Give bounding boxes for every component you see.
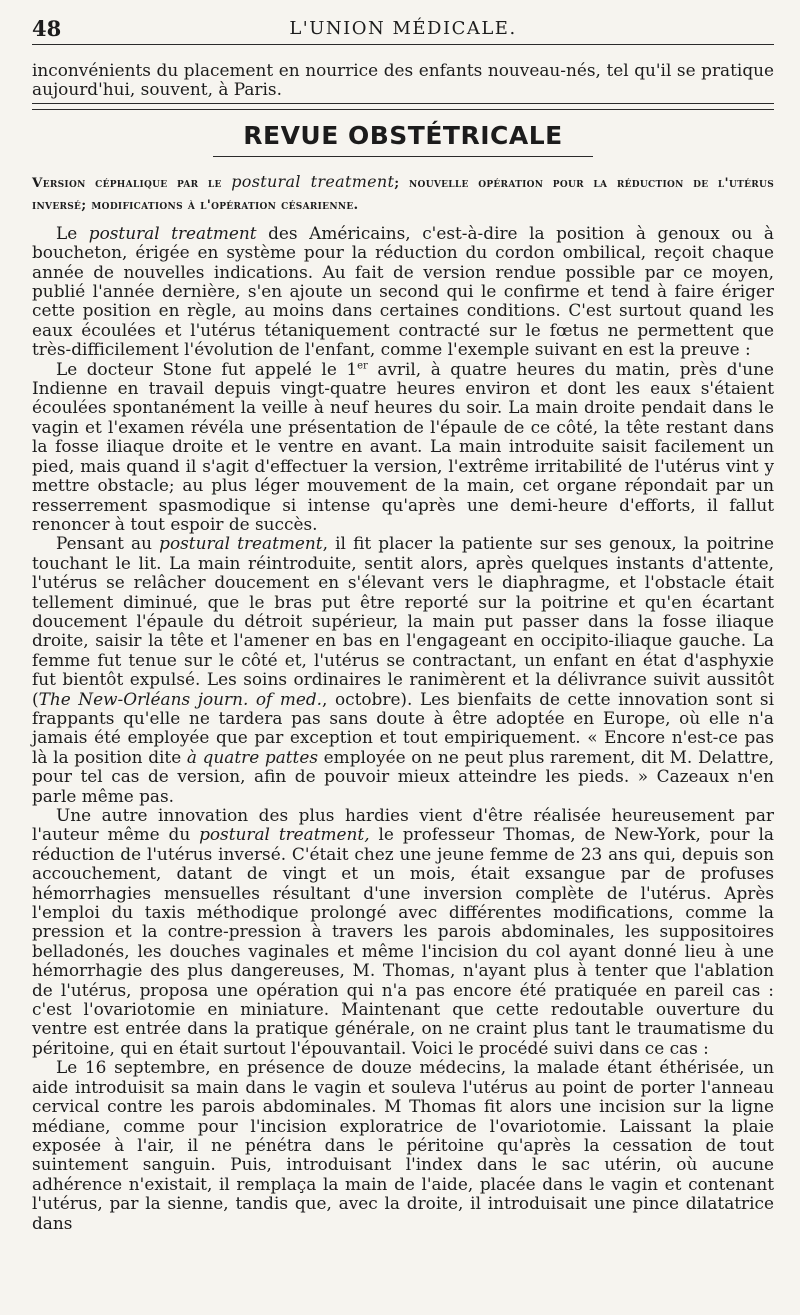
italic-run: à quatre pattes <box>186 746 319 767</box>
text-run: le professeur Thomas, de New-York, pour la réduction de l'utérus inversé. C'était chez une jeune femme de 23 ans qui, depuis son accouchement, datant de vingt et un mois, était exsangue par de profuses hémorrhagies mensuelles résultant d'une inversion complète de l'utérus. Après l'emploi du taxis méthodique prolongé avec différentes modifications, comme la pression et la contre-pression à travers les parois abdominales, les suppositoires belladonés, les douches vaginales et même l'incision du col ayant donné lieu à une hémorrhagie des plus dangereuses, M. Thomas, n'ayant plus à tenter que l'ablation de l'utérus, proposa une opération qui n'a pas encore été pratiquée en pareil cas : c'est l'ovariotomie en miniature. Maintenant que cette redoutable ouverture du ventre est entrée dans la pratique générale, on ne craint plus tant le traumatisme du péritoine, qui en était surtout l'épouvantail. Voici le procédé suivi dans ce cas : <box>32 824 774 1058</box>
text-run: , il fit placer la patiente sur ses genoux, la poitrine touchant le lit. La main réintroduite, sentit alors, après quelques instants d'attente, l'utérus se relâcher doucement en s'élevant vers le diaphragme, et l'obstacle était tellement diminué, que le bras put être reporté sur la poitrine et qu'en écartant doucement l'épaule du détroit supérieur, la main put passer dans la fosse iliaque droite, saisir la tête et l'amener en bas en l'engageant en occipito-iliaque gauche. La femme fut tenue sur le côté et, l'utérus se contractant, un enfant en état d'asphyxie fut bientôt expulsé. Les soins ordinaires le ranimèrent et la délivrance suivit aussitôt ( <box>32 533 774 709</box>
subhead-text: Version céphalique par le <box>32 174 232 191</box>
section-subhead <box>32 171 774 216</box>
paragraph-3 <box>32 534 774 806</box>
paragraph-1 <box>32 224 774 360</box>
paragraph-4 <box>32 806 774 1058</box>
subhead-text: ; nouvelle opération pour la réduction de l'utérus inversé; modifications à l'opération césarienne. <box>32 174 774 213</box>
section-title: REVUE OBSTÉTRICALE <box>243 120 563 150</box>
page-number: 48 <box>32 16 62 41</box>
italic-run: postural treatment <box>159 533 323 554</box>
text-run: , octobre). Les bienfaits de cette innovation sont si frappants qu'elle ne tardera pas sans doute à être adoptée en Europe, où elle n'a jamais été employée que par exception et tout empiriquement. « Encore n'est-ce pas là la position dite <box>32 688 774 767</box>
text-run: Le 16 septembre, en présence de douze médecins, la malade étant éthérisée, un aide introduisit sa main dans le vagin et souleva l'utérus au point de porter l'anneau cervical contre les parois abdominales. M Thomas fit alors une incision sur la ligne médiane, comme pour l'incision exploratrice de l'ovariotomie. Laissant la plaie exposée à l'air, il ne pénétra dans le péritoine qu'après la cessation de tout suintement sanguin. Puis, introduisant l'index dans le sac utérin, où aucune adhérence n'existait, il remplaça la main de l'aide, placée dans le vagin et contenant l'utérus, par la sienne, tandis que, avec la droite, il introduisait une pince dilatatrice dans <box>32 1057 774 1233</box>
text-run: des Américains, c'est-à-dire la position à genoux ou à boucheton, érigée en système pour la réduction du cordon ombilical, reçoit chaque année de nouvelles indications. Au fait de version rendue possible par ce moyen, publié l'année dernière, s'en ajoute un second qui le confirme et tend à faire ériger cette position en règle, au moins dans certaines conditions. C'est surtout quand les eaux écoulées et l'utérus tétaniquement contracté sur le fœtus ne permettent que très-difficilement l'évolution de l'enfant, comme l'exemple suivant en est la preuve : <box>32 222 774 360</box>
subhead-italic: postural treatment <box>231 171 395 191</box>
paragraph-5 <box>32 1058 774 1233</box>
italic-run: postural treatment, <box>199 824 370 845</box>
text-run: Le <box>56 222 89 243</box>
journal-title: L'UNION MÉDICALE. <box>289 18 517 39</box>
text-run: Pensant au <box>56 533 160 554</box>
section-divider <box>32 103 774 110</box>
citation-italic: The New-Orléans journ. of med. <box>38 688 323 709</box>
text-run: employée on ne peut plus rarement, dit M. Delattre, pour tel cas de version, afin de pouvoir mieux atteindre les pieds. » Cazeaux n'en parle même pas. <box>32 746 774 806</box>
title-underline <box>213 156 593 157</box>
text-run: avril, à quatre heures du matin, près d'une Indienne en travail depuis vingt-quatre heures environ et dont les eaux s'étaient écoulées spontanément la veille à neuf heures du soir. La main droite pendait dans le vagin et l'examen révéla une présentation de l'épaule de ce côté, la tête restant dans la fosse iliaque droite et le ventre en avant. La main introduite saisit facilement un pied, mais quand il s'agit d'effectuer la version, l'extrême irritabilité de l'utérus vint y mettre obstacle; au plus léger mouvement de la main, cet organe répondait par un resserrement spasmodique si intense qu'après une demi-heure d'efforts, il fallut renoncer à tout espoir de succès. <box>32 358 775 534</box>
italic-run: postural treatment <box>88 222 257 243</box>
intro-paragraph: inconvénients du placement en nourrice des enfants nouveau-nés, tel qu'il se pratique aujourd'hui, souvent, à Paris. <box>32 60 774 100</box>
text-run: Le docteur Stone fut appelé le 1 <box>56 358 358 379</box>
superscript: er <box>357 360 368 372</box>
text-run: Une autre innovation des plus hardies vient d'être réalisée heureusement par l'auteur même du <box>32 805 774 845</box>
paragraph-2 <box>32 360 774 535</box>
article-body <box>32 224 774 1233</box>
running-head <box>32 14 774 45</box>
